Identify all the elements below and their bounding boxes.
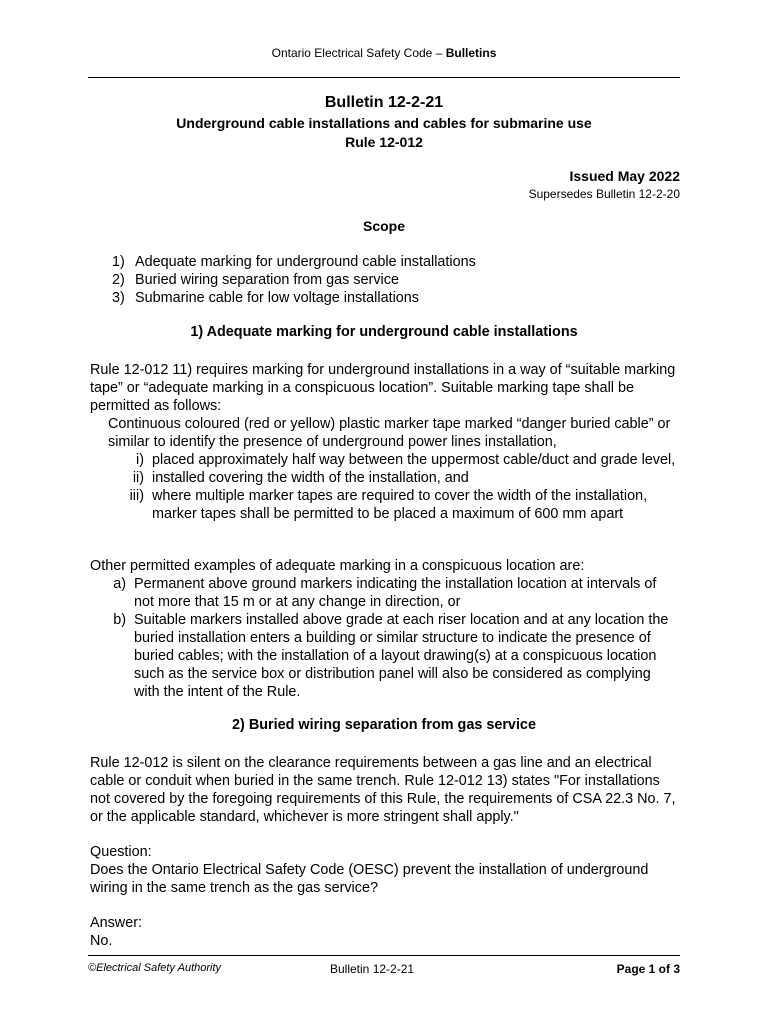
title-block xyxy=(88,92,680,152)
list-text: where multiple marker tapes are required to cover the width of the installation, marker tapes shall be permitted to be placed a maximum of 600 mm apart xyxy=(152,488,648,522)
other-intro: Other permitted examples of adequate marking in a conspicuous location are: xyxy=(90,558,585,574)
question-label: Question: xyxy=(90,844,152,860)
section-1-intro: Rule 12-012 11) requires marking for underground installations in a way of “suitable marking tape” or “adequate marking in a conspicuous location”. Suitable marking tape shall be permitted as follows: xyxy=(90,362,676,414)
bulletin-subtitle: Underground cable installations and cables for submarine use xyxy=(176,115,592,131)
list-number: 1) xyxy=(112,254,125,270)
bulletin-rule: Rule 12-012 xyxy=(345,134,423,150)
tape-description: Continuous coloured (red or yellow) plastic marker tape marked “danger buried cable” or similar to identify the presence of underground power lines installation, xyxy=(108,416,671,450)
footer-bulletin: Bulletin 12-2-21 xyxy=(330,962,415,976)
list-number: ii) xyxy=(132,470,144,486)
list-item xyxy=(112,289,672,307)
list-number: b) xyxy=(113,612,126,628)
list-number: i) xyxy=(136,452,144,468)
list-text: Permanent above ground markers indicating the installation location at intervals of not more that 15 m or at any change in direction, or xyxy=(134,576,657,610)
footer-copyright: ©Electrical Safety Authority xyxy=(88,962,222,974)
issued-date: Issued May 2022 xyxy=(569,168,680,184)
answer-label: Answer: xyxy=(90,915,142,931)
list-item xyxy=(112,271,672,289)
list-item xyxy=(90,611,680,701)
list-text: placed approximately half way between the uppermost cable/duct and grade level, xyxy=(152,452,676,468)
supersedes: Supersedes Bulletin 12-2-20 xyxy=(528,187,680,201)
running-header xyxy=(88,46,680,60)
list-text: Buried wiring separation from gas service xyxy=(135,272,399,288)
list-text: Submarine cable for low voltage installations xyxy=(135,290,419,306)
section-1-other xyxy=(90,557,680,701)
question-block xyxy=(90,843,680,897)
section-2-heading: 2) Buried wiring separation from gas service xyxy=(232,717,536,733)
list-item xyxy=(90,575,680,611)
section-1-tape-block xyxy=(90,415,680,523)
header-prefix: Ontario Electrical Safety Code – xyxy=(271,46,446,60)
list-item xyxy=(90,451,680,469)
bulletin-number: Bulletin 12-2-21 xyxy=(324,94,444,111)
list-number: iii) xyxy=(129,488,144,504)
list-number: 2) xyxy=(112,272,125,288)
answer-text: No. xyxy=(90,933,113,949)
header-bold: Bulletins xyxy=(445,46,497,60)
list-item xyxy=(90,469,680,487)
section-1-heading: 1) Adequate marking for underground cable installations xyxy=(190,324,578,340)
header-divider xyxy=(88,77,680,78)
question-text: Does the Ontario Electrical Safety Code (OESC) prevent the installation of underground wiring in the same trench as the gas service? xyxy=(90,862,649,896)
list-item xyxy=(90,487,680,523)
issue-info xyxy=(529,167,680,203)
list-number: 3) xyxy=(112,290,125,306)
list-text: Suitable markers installed above grade at each riser location and at any location the buried installation enters a building or similar structure to indicate the presence of buried cables; with the installation of a layout drawing(s) at a conspicuous location such as the service box or distribution panel will also be considered as complying with the intent of the Rule. xyxy=(134,612,669,700)
scope-heading: Scope xyxy=(362,218,405,234)
scope-list xyxy=(112,253,672,307)
list-text: Adequate marking for underground cable installations xyxy=(135,254,476,270)
section-2-paragraph: Rule 12-012 is silent on the clearance requirements between a gas line and an electrical cable or conduit when buried in the same trench. Rule 12-012 13) states "For installations not covered by the foregoing requirements of this Rule, the requirements of CSA 22.3 No. 7, or the applicable standard, whichever is more stringent shall apply." xyxy=(90,755,676,825)
footer-divider xyxy=(88,955,680,956)
list-text: installed covering the width of the installation, and xyxy=(152,470,469,486)
list-number: a) xyxy=(113,576,126,592)
answer-block xyxy=(90,914,680,950)
page-number: Page 1 of 3 xyxy=(616,962,680,976)
list-item xyxy=(112,253,672,271)
